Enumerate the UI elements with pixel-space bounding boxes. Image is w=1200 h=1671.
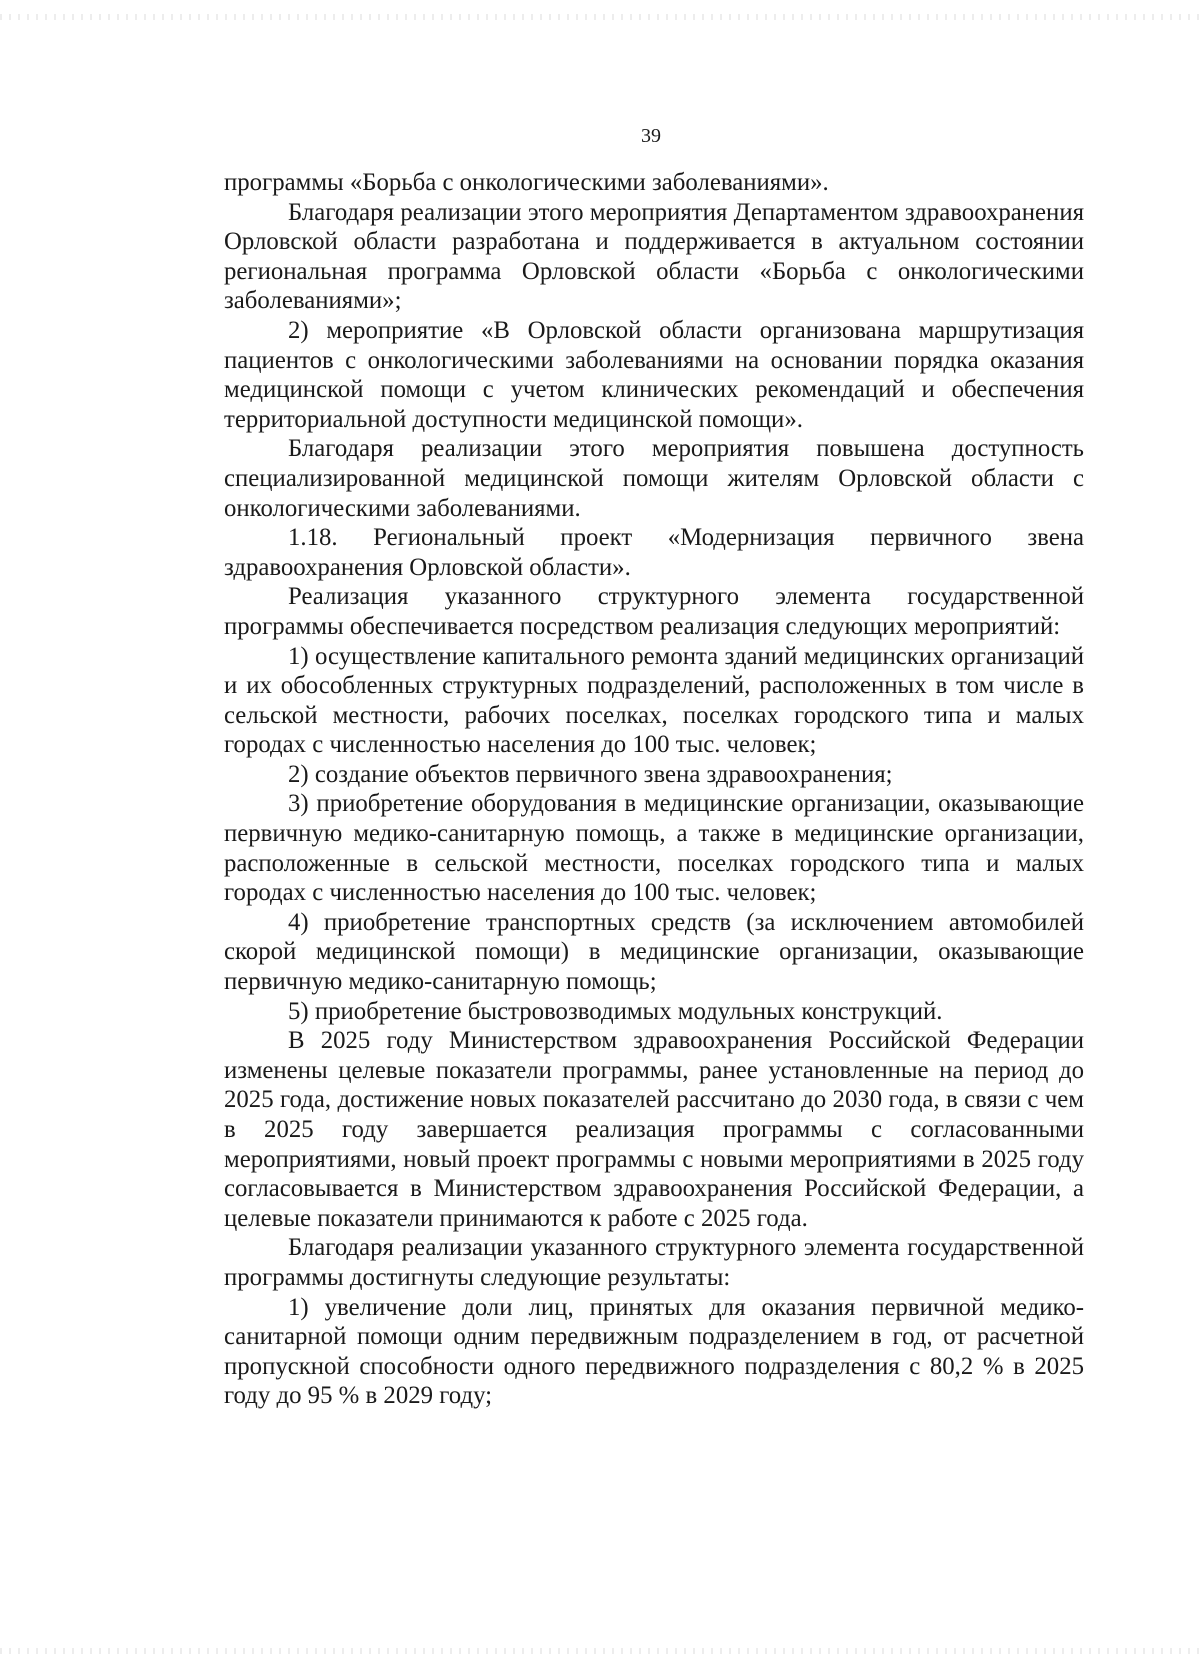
paragraph-2: Благодаря реализации этого мероприятия Департаментом здравоохранения Орловской области разработана и поддерживается в актуальном состоянии региональная программа Орловской области «Борьба с онкологическими заболеваниями»; [224, 198, 1084, 315]
paragraph-9: 3) приобретение оборудования в медицинские организации, оказывающие первичную медико-санитарную помощь, а также в медицинские организации, расположенные в сельской местности, поселках городского типа и малых городах с численностью населения до 100 тыс. человек; [224, 790, 1084, 907]
paragraph-11: 5) приобретение быстровозводимых модульных конструкций. [288, 997, 943, 1025]
paragraph-8: 2) создание объектов первичного звена здравоохранения; [288, 760, 893, 788]
paragraph-3: 2) мероприятие «В Орловской области организована маршрутизация пациентов с онкологическими заболеваниями на основании порядка оказания медицинской помощи с учетом клинических рекомендаций и обеспечения территориальной доступности медицинской помощи». [224, 316, 1084, 433]
paragraph-6: Реализация указанного структурного элемента государственной программы обеспечивается посредством реализация следующих мероприятий: [224, 583, 1084, 640]
scan-edge-bottom [0, 1648, 1200, 1654]
paragraph-13: Благодаря реализации указанного структурного элемента государственной программы достигнуты следующие результаты: [224, 1234, 1084, 1291]
page-number: 39 [641, 125, 661, 147]
paragraph-7: 1) осуществление капитального ремонта зданий медицинских организаций и их обособленных структурных подразделений, расположенных в том числе в сельской местности, рабочих поселках, поселках городского типа и малых городах с численностью населения до 100 тыс. человек; [224, 642, 1084, 759]
paragraph-4: Благодаря реализации этого мероприятия повышена доступность специализированной медицинской помощи жителям Орловской области с онкологическими заболеваниями. [224, 435, 1084, 522]
document-body [224, 168, 1084, 1411]
paragraph-14: 1) увеличение доли лиц, принятых для оказания первичной медико-санитарной помощи одним передвижным подразделением в год, от расчетной пропускной способности одного передвижного подразделения с 80,2 % в 2025 году до 95 % в 2029 году; [224, 1293, 1084, 1410]
paragraph-1: программы «Борьба с онкологическими заболеваниями». [224, 169, 829, 196]
scan-edge-top [0, 14, 1200, 20]
paragraph-10: 4) приобретение транспортных средств (за исключением автомобилей скорой медицинской помощи) в медицинские организации, оказывающие первичную медико-санитарную помощь; [224, 908, 1084, 996]
paragraph-5: 1.18. Региональный проект «Модернизация первичного звена здравоохранения Орловской области». [224, 524, 1084, 581]
paragraph-12: В 2025 году Министерством здравоохранения Российской Федерации изменены целевые показатели программы, ранее установленные на период до 2025 года, достижение новых показателей рассчитано до 2030 года, в связи с чем в 2025 году завершается реализация программы с согласованными мероприятиями, новый проект программы с новыми мероприятиями в 2025 году согласовывается в Министерством здравоохранения Российской Федерации, а целевые показатели принимаются к работе с 2025 года. [224, 1027, 1084, 1232]
